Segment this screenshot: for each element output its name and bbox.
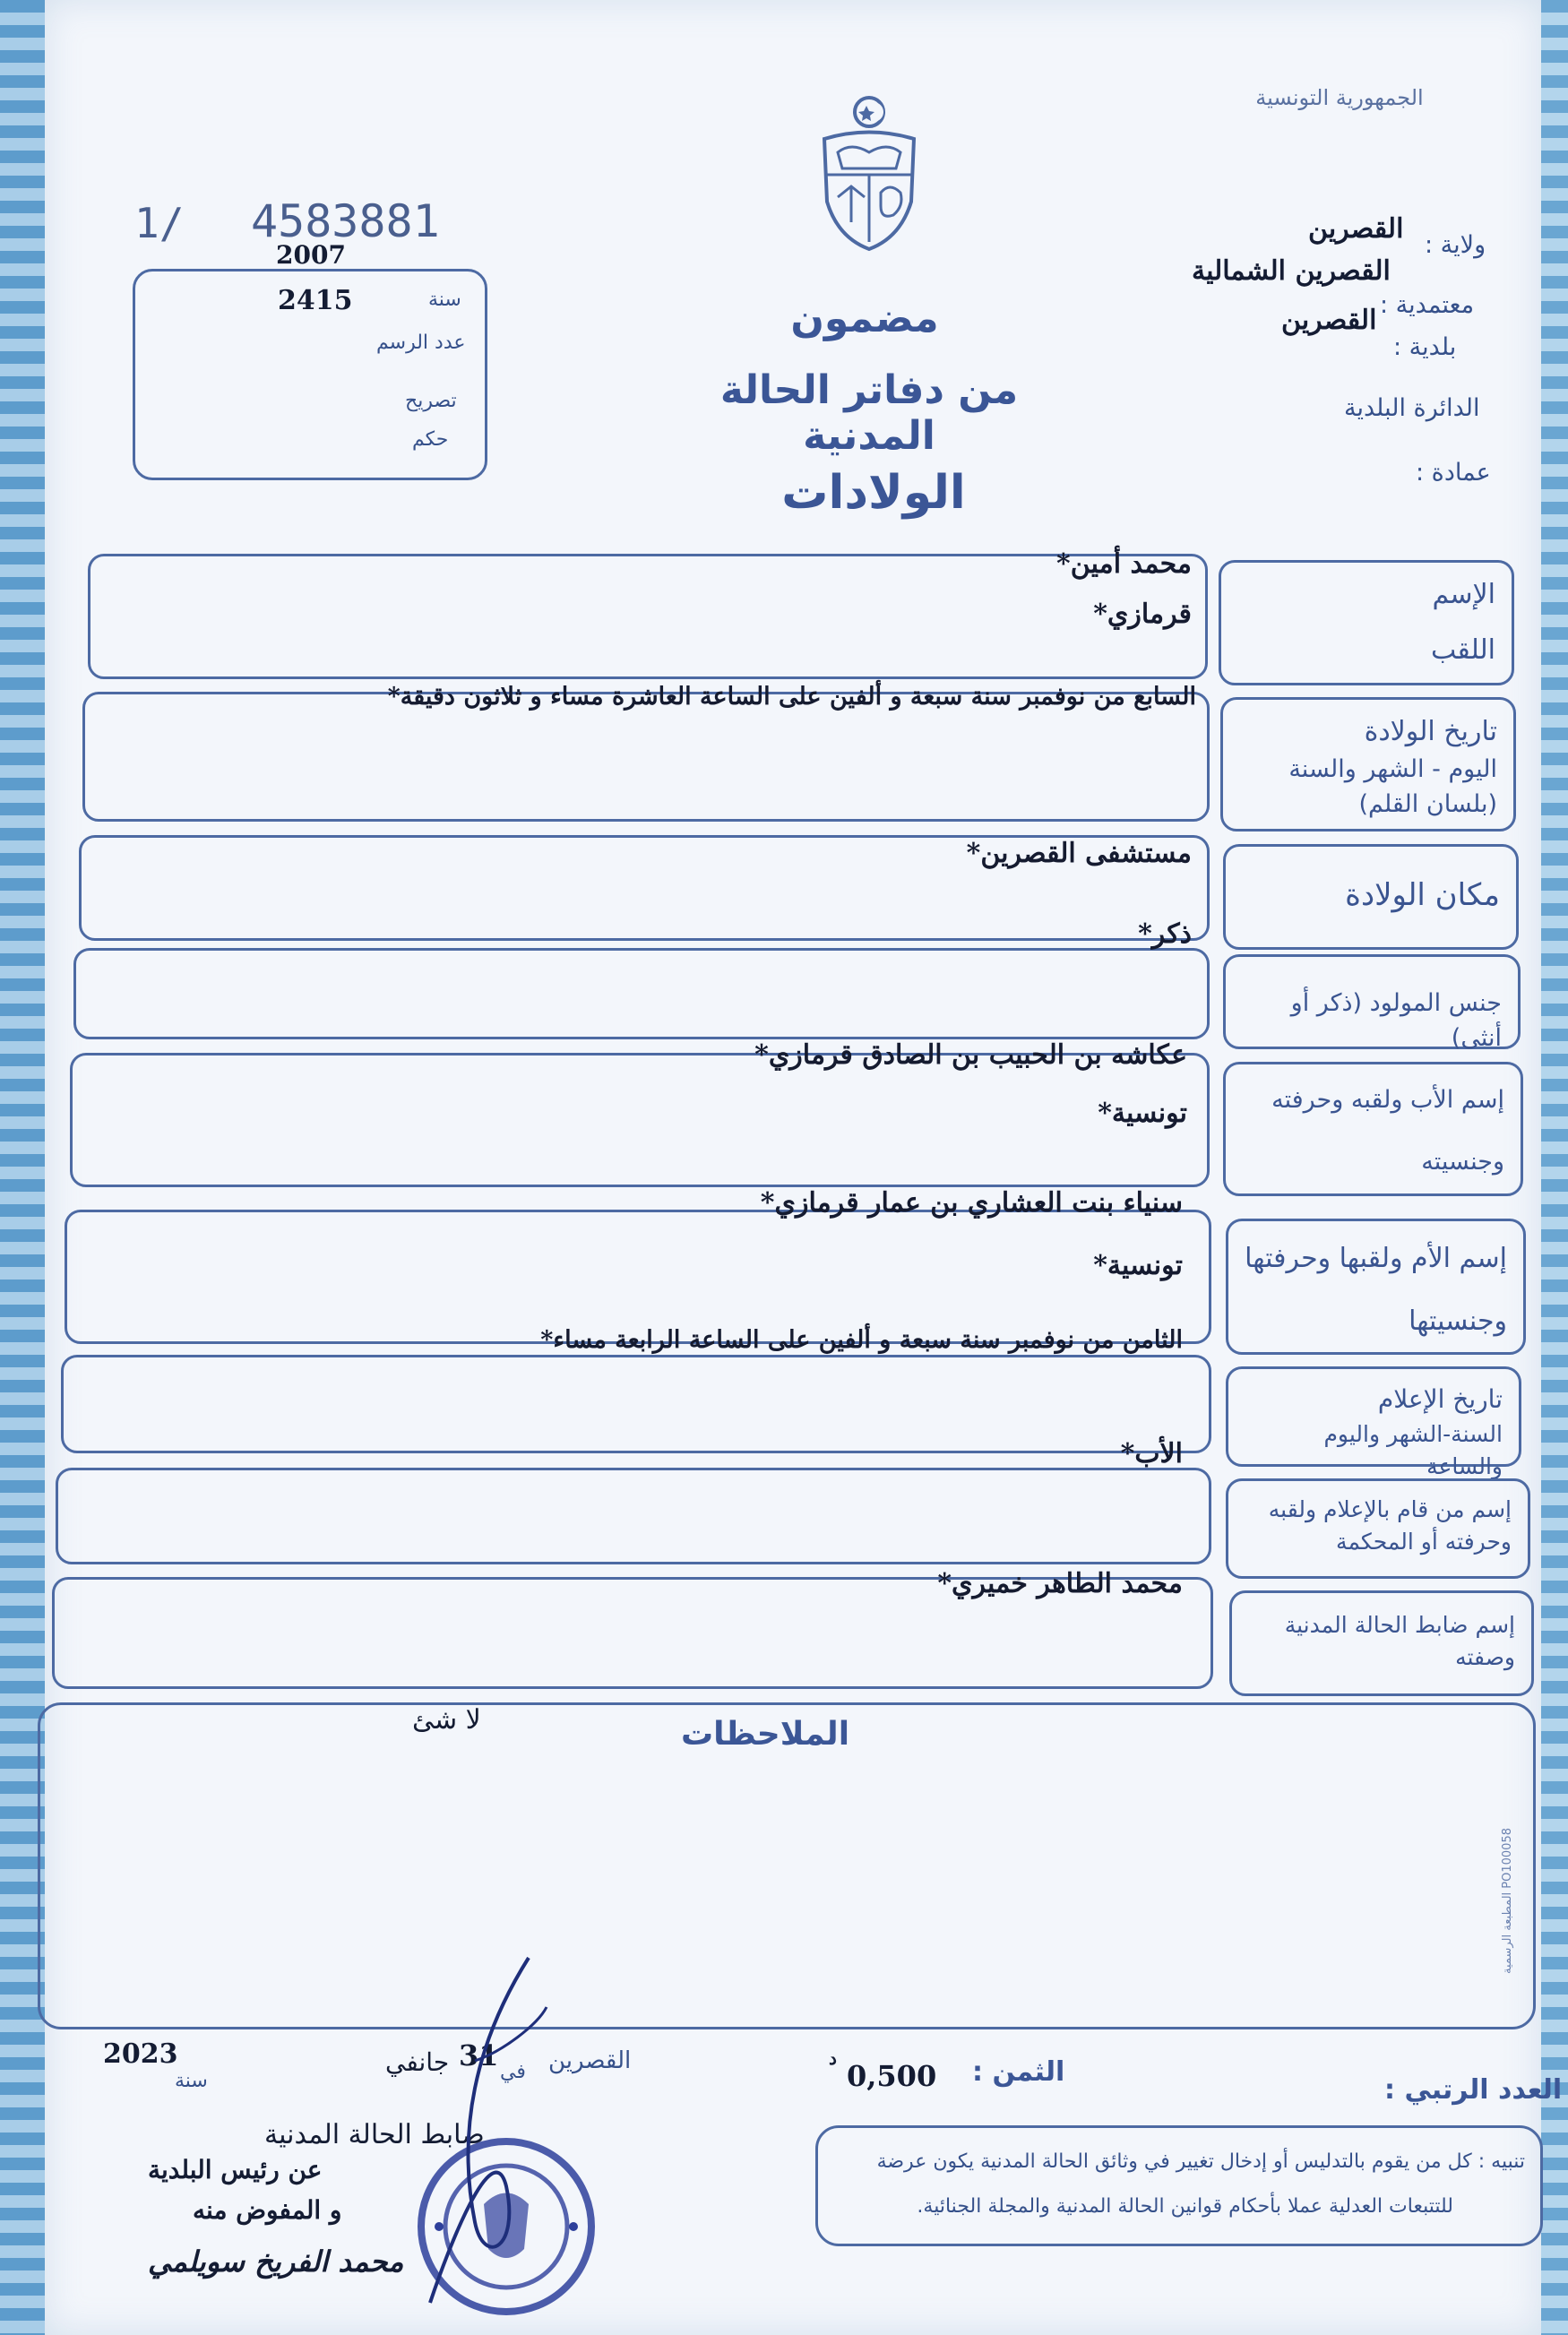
birth-place-label: مكان الولادة xyxy=(1345,877,1500,913)
motamadia-label: معتمدية : xyxy=(1380,291,1475,319)
birth-date-value: السابع من نوفمبر سنة سبعة و ألفين على الساعة العاشرة مساء و ثلاثون دقيقة* xyxy=(387,683,1196,711)
officer-label-2: وصفته xyxy=(1455,1644,1515,1671)
mother-label-box xyxy=(1226,1219,1526,1355)
ordinal-label: العدد الرتبي : xyxy=(1384,2074,1563,2106)
birth-date-sublabel: اليوم - الشهر والسنة xyxy=(1288,754,1497,783)
birth-date-note: (بلسان القلم) xyxy=(1358,789,1497,818)
declaration-date-field xyxy=(61,1355,1211,1453)
declarant-label-2: وحرفته أو المحكمة xyxy=(1336,1529,1512,1555)
officer-label: إسم ضابط الحالة المدنية xyxy=(1284,1612,1515,1638)
serial-number: 4583881 xyxy=(251,195,440,247)
register-number-label: عدد الرسم xyxy=(376,332,466,354)
section-title-births: الولادات xyxy=(781,466,966,520)
republic-label: الجمهورية التونسية xyxy=(1255,85,1424,110)
footer-place: القصرين xyxy=(548,2047,632,2074)
name-field xyxy=(88,554,1208,679)
officer-title: ضابط الحالة المدنية xyxy=(264,2119,485,2150)
register-year-label: سنة xyxy=(428,289,461,311)
remarks-value: لا شئ xyxy=(412,1704,481,1736)
wilaya-value: القصرين xyxy=(1308,213,1404,245)
mother-name-value: سنياء بنت العشاري بن عمار قرمازي* xyxy=(760,1187,1183,1219)
sex-label: جنس المولود (ذكر أو أنثى) xyxy=(1290,989,1502,1053)
officer-label-box xyxy=(1229,1590,1534,1696)
daira-label: الدائرة البلدية xyxy=(1344,394,1480,422)
signature-icon xyxy=(421,1953,582,2312)
remarks-label: الملاحظات xyxy=(681,1716,850,1753)
document-title: مضمون xyxy=(790,296,939,341)
father-label-2: وجنسيته xyxy=(1421,1148,1504,1176)
footer-fi: في xyxy=(500,2061,526,2083)
declarant-value: الأب* xyxy=(1120,1438,1183,1469)
tunisia-emblem-icon xyxy=(811,90,927,260)
mother-nationality-value: تونسية* xyxy=(1093,1250,1183,1281)
register-number-value: 2415 xyxy=(278,285,353,316)
motamadia-value: القصرين الشمالية xyxy=(1192,255,1391,287)
birth-date-label: تاريخ الولادة xyxy=(1364,716,1497,747)
wilaya-label: ولاية : xyxy=(1425,231,1486,259)
officer-value: محمد الطاهر خميري* xyxy=(937,1568,1183,1599)
mother-label-2: وجنسيتها xyxy=(1409,1305,1507,1337)
father-label: إسم الأب ولقبه وحرفته xyxy=(1271,1086,1504,1114)
declarant-label: إسم من قام بالإعلام ولقبه xyxy=(1268,1496,1512,1522)
birth-date-label-box xyxy=(1220,697,1516,831)
surname-value: قرمازي* xyxy=(1093,599,1192,630)
sex-label-box xyxy=(1223,954,1521,1053)
warning-line-1: تنبيه : كل من يقوم بالتدليس أو إدخال تغيير في وثائق الحالة المدنية يكون عرضة xyxy=(876,2150,1525,2173)
first-name-value: محمد أمين* xyxy=(1056,548,1192,580)
register-year-value: 2007 xyxy=(276,240,346,270)
baladia-label: بلدية : xyxy=(1393,333,1457,361)
judgment-label: حكم xyxy=(412,428,449,451)
footer-year-value: 2023 xyxy=(103,2038,178,2070)
officer-line-2: عن رئيس البلدية xyxy=(148,2155,323,2184)
sex-value: ذكر* xyxy=(1138,918,1192,950)
surname-label: اللقب xyxy=(1430,633,1495,666)
father-field xyxy=(70,1053,1210,1187)
declarant-field xyxy=(56,1468,1211,1564)
baladia-value: القصرين xyxy=(1281,305,1377,336)
sex-field xyxy=(73,948,1210,1039)
warning-line-2: للتتبعات العدلية عملا بأحكام قوانين الحالة المدنية والمجلة الجنائية. xyxy=(917,2195,1453,2218)
officer-name: محمد الفريخ سويلمي xyxy=(148,2245,404,2279)
declaration-date-label-box xyxy=(1226,1366,1521,1479)
birth-place-value: مستشفى القصرين* xyxy=(966,838,1192,869)
printer-code: المطبعة الرسمية PO100058 xyxy=(1501,1828,1514,1974)
declaration-date-value: الثامن من نوفمبر سنة سبعة و ألفين على الساعة الرابعة مساء* xyxy=(540,1326,1183,1354)
birth-place-label-box xyxy=(1223,844,1519,950)
mother-label: إسم الأم ولقبها وحرفتها xyxy=(1245,1243,1507,1274)
name-label-box xyxy=(1219,560,1514,685)
footer-day: 31 xyxy=(459,2038,499,2072)
price-unit: د xyxy=(829,2047,837,2069)
price-value: 0,500 xyxy=(847,2059,937,2093)
warning-box xyxy=(815,2125,1543,2246)
father-name-value: عكاشه بن الحبيب بن الصادق قرمازي* xyxy=(754,1039,1187,1071)
omada-label: عمادة : xyxy=(1416,459,1491,487)
price-label: الثمن : xyxy=(972,2056,1065,2088)
declaration-date-sublabel: السنة-الشهر واليوم والساعة xyxy=(1323,1420,1503,1479)
declaration-label: تصريح xyxy=(405,390,457,412)
first-name-label: الإسم xyxy=(1432,579,1495,610)
officer-line-3: و المفوض منه xyxy=(193,2195,342,2225)
document-subtitle: من دفاتر الحالة المدنية xyxy=(719,367,1019,459)
declarant-label-box xyxy=(1226,1478,1530,1579)
declaration-date-label: تاريخ الإعلام xyxy=(1377,1384,1503,1414)
father-nationality-value: تونسية* xyxy=(1098,1098,1187,1129)
father-label-box xyxy=(1223,1062,1523,1196)
serial-prefix: 1/ xyxy=(134,199,185,247)
footer-month: جانفي xyxy=(385,2047,450,2077)
mother-field xyxy=(65,1210,1211,1344)
birth-date-field xyxy=(82,692,1210,822)
footer-year-label: سنة xyxy=(175,2070,208,2092)
